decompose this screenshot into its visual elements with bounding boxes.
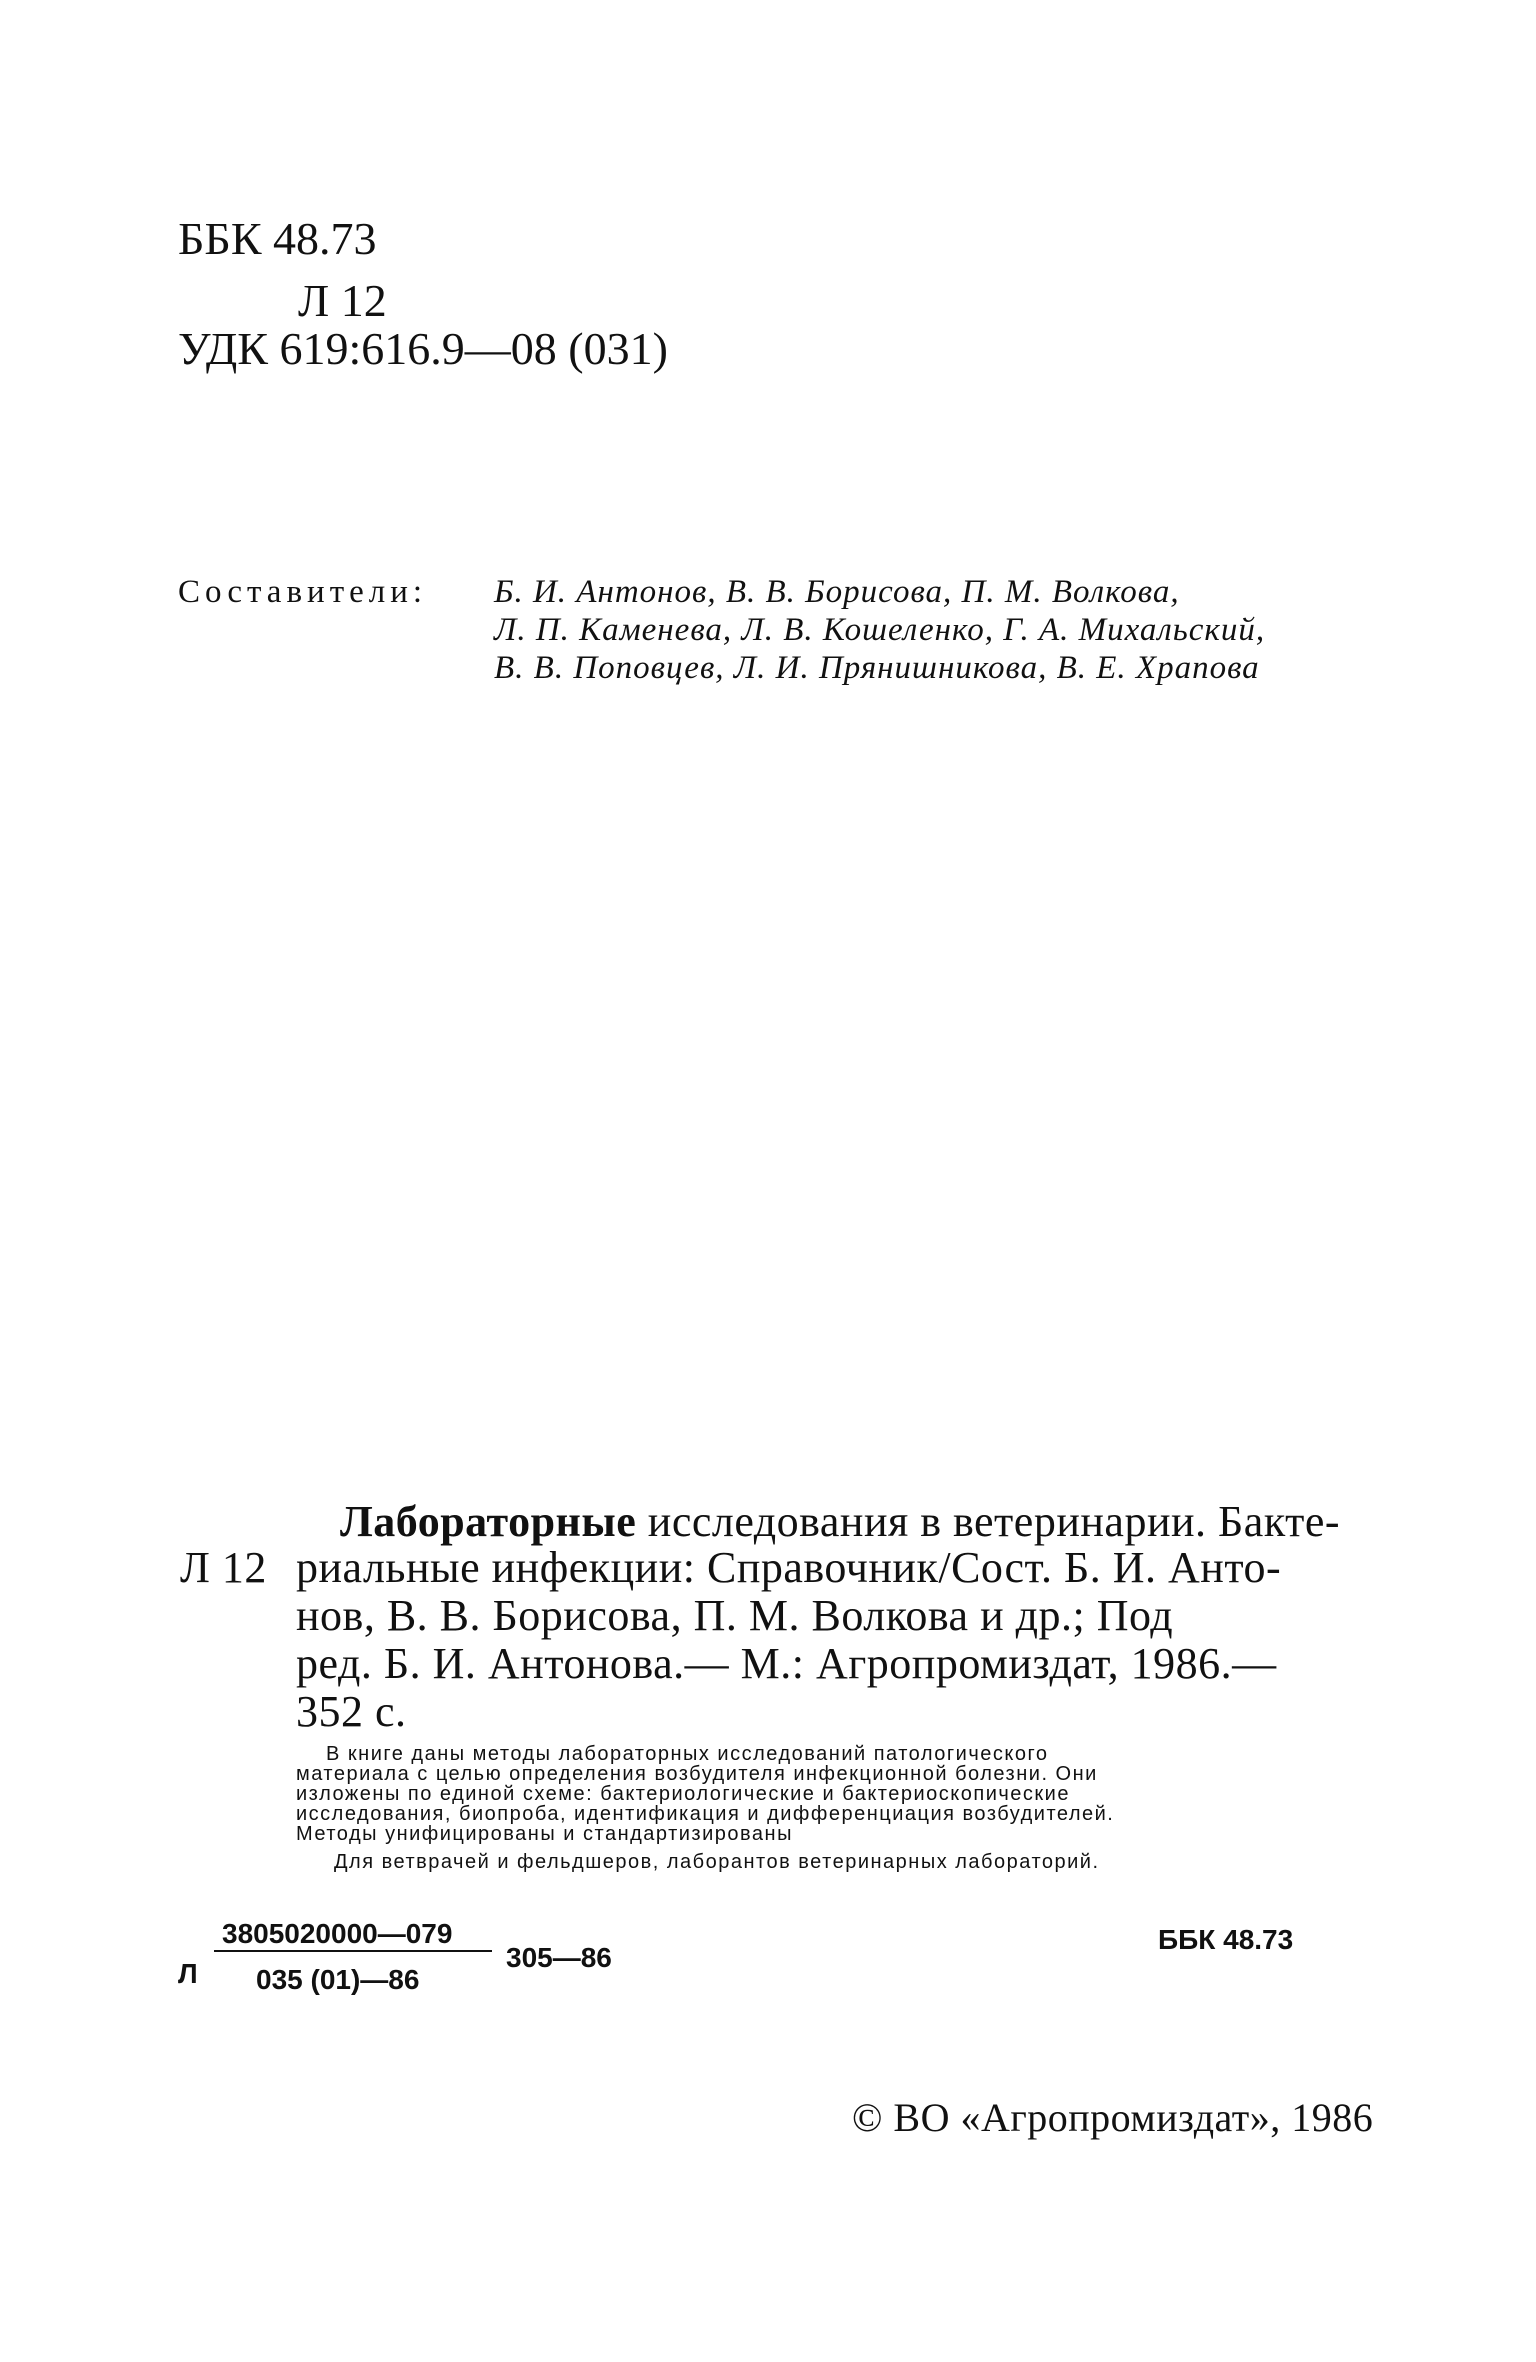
udk-code: УДК 619:616.9—08 (031) [178, 323, 668, 374]
compilers-line: Б. И. Антонов, В. В. Борисова, П. М. Волкова, [494, 574, 1180, 610]
index-suffix: 305—86 [506, 1942, 612, 1973]
annotation-line: изложены по единой схеме: бактериологические и бактериоскопические [296, 1783, 1070, 1805]
entry-line: риальные инфекции: Справочник/Сост. Б. И. Анто- [296, 1543, 1282, 1592]
entry-line: ред. Б. И. Антонова.— М.: Агропромиздат, 1986.— [296, 1639, 1277, 1688]
entry-author-mark: Л 12 [180, 1543, 267, 1592]
author-mark: Л 12 [298, 275, 387, 326]
annotation-audience: Для ветврачей и фельдшеров, лаборантов ветеринарных лабораторий. [334, 1851, 1100, 1873]
entry-title-line [340, 1497, 1341, 1546]
entry-line: 352 с. [296, 1687, 407, 1736]
index-letter: Л [178, 1958, 198, 1989]
compilers-label: Составители: [178, 574, 428, 610]
compilers-line: Л. П. Каменева, Л. В. Кошеленко, Г. А. Михальский, [494, 612, 1266, 648]
compilers-line: В. В. Поповцев, Л. И. Прянишникова, В. Е. Храпова [494, 650, 1260, 686]
annotation-line: исследования, биопроба, идентификация и дифференциация возбудителей. [296, 1803, 1115, 1825]
entry-line: нов, В. В. Борисова, П. М. Волкова и др.; Под [296, 1591, 1174, 1640]
entry-title-bold: Лабораторные [340, 1497, 637, 1546]
index-fraction-bar [214, 1950, 492, 1952]
annotation-line: материала с целью определения возбудителя инфекционной болезни. Они [296, 1763, 1098, 1785]
entry-title-rest: исследования в ветеринарии. Бакте- [636, 1497, 1341, 1546]
annotation-line: В книге даны методы лабораторных исследований патологического [326, 1743, 1049, 1765]
index-denominator: 035 (01)—86 [256, 1964, 420, 1995]
copyright-notice: © ВО «Агропромиздат», 1986 [852, 2095, 1374, 2140]
index-numerator: 3805020000—079 [222, 1918, 453, 1949]
bbk-code: ББК 48.73 [178, 213, 377, 264]
annotation-line: Методы унифицированы и стандартизированы [296, 1823, 793, 1845]
bbk-code-bottom: ББК 48.73 [1158, 1924, 1294, 1955]
